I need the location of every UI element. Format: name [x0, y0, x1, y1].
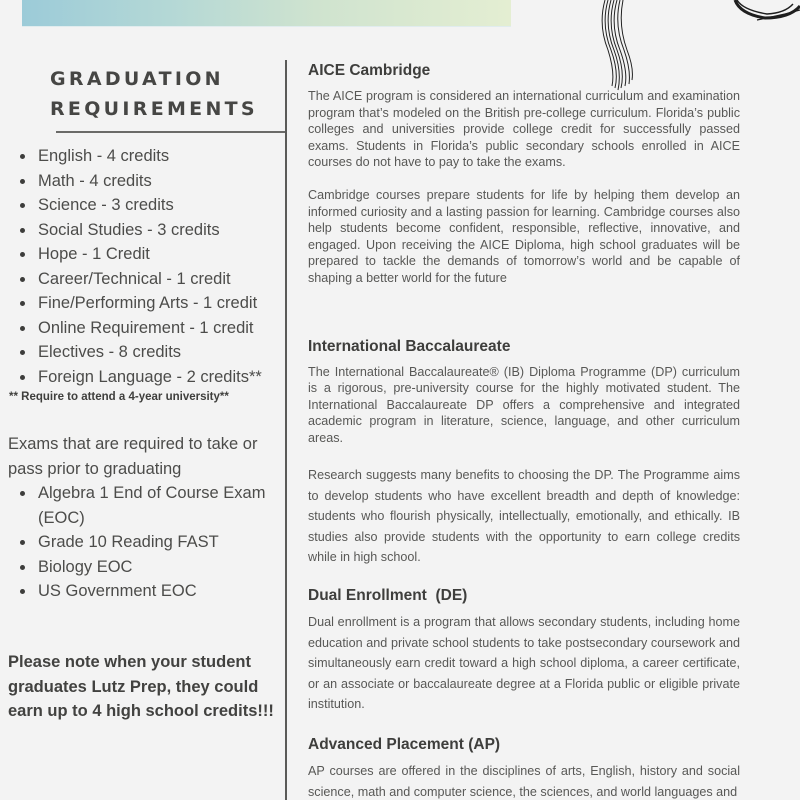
requirement-item: Electives - 8 credits [18, 340, 262, 365]
university-requirement-note: ** Require to attend a 4-year university** [9, 391, 229, 403]
exam-item: Algebra 1 End of Course Exam (EOC) [18, 481, 280, 530]
exams-intro: Exams that are required to take or pass prior to graduating [8, 435, 258, 478]
requirement-item: Hope - 1 Credit [18, 242, 262, 267]
section-advanced-placement [308, 733, 740, 800]
section-dual-enrollment [308, 584, 740, 715]
requirement-item: English - 4 credits [18, 144, 262, 169]
requirement-item: Career/Technical - 1 credit [18, 267, 262, 292]
graduation-requirements-title [50, 64, 258, 124]
requirement-item: Science - 3 credits [18, 193, 262, 218]
section-ib [308, 335, 740, 568]
section-heading: AICE Cambridge [308, 62, 431, 79]
section-paragraph: AP courses are offered in the disciplines of arts, English, history and social science, math and computer science, the sciences, and world languages and [308, 764, 740, 799]
section-aice [308, 59, 740, 287]
requirement-item: Math - 4 credits [18, 169, 262, 194]
exam-item: Biology EOC [18, 555, 280, 580]
title-line-2: REQUIREMENTS [50, 98, 258, 120]
exam-item: Grade 10 Reading FAST [18, 530, 280, 555]
column-divider [285, 60, 287, 800]
section-paragraph: Dual enrollment is a program that allows secondary students, including home education and private school students to take postsecondary coursework and simultaneously earn credit toward a high school diploma, a career certificate, or an associate or baccalaureate degree at a Florida public or eligible private institution. [308, 615, 740, 711]
header-gradient-banner-main [22, 0, 511, 27]
title-line-1: GRADUATION [50, 68, 224, 90]
requirement-item: Online Requirement - 1 credit [18, 316, 262, 341]
requirement-item: Fine/Performing Arts - 1 credit [18, 291, 262, 316]
section-paragraph: Cambridge courses prepare students for life by helping them develop an informed curiosity and a lasting passion for learning. Cambridge courses also help students become confident, responsible, reflective, innovative, and engaged. Upon receiving the AICE Diploma, high school graduates will be prepared to tackle the demands of tomorrow’s world and be capable of shaping a better world for the future [308, 187, 740, 285]
requirement-item: Foreign Language - 2 credits** [18, 365, 262, 390]
title-underline [56, 131, 285, 133]
requirements-list [18, 144, 262, 389]
section-paragraph: The AICE program is considered an international curriculum and examination program that’s modeled on the British pre-college curriculum. Florida’s public colleges and universities provide college credit for successfully passed exams. Students in Florida’s public secondary schools enrolled in AICE courses do not have to pay to take the exams. [308, 89, 740, 170]
requirement-item: Social Studies - 3 credits [18, 218, 262, 243]
section-heading: International Baccalaureate [308, 338, 511, 355]
credits-note: Please note when your student graduates Lutz Prep, they could earn up to 4 high school credits!!! [8, 653, 274, 720]
exams-list [18, 481, 280, 604]
exam-item: US Government EOC [18, 579, 280, 604]
section-heading: Dual Enrollment (DE) [308, 587, 468, 604]
section-paragraph: The International Baccalaureate® (IB) Diploma Programme (DP) curriculum is a rigorous, pre-university course for the highly motivated student. The International Baccalaureate DP offers a comprehensive and integrated academic program in literature, science, language, and other curriculum areas. [308, 365, 740, 445]
section-heading: Advanced Placement (AP) [308, 736, 501, 753]
section-paragraph: Research suggests many benefits to choosing the DP. The Programme aims to develop students who have excellent breadth and depth of knowledge: students who flourish physically, intellectually, emotionally, and ethically. IB studies also provide students with the opportunity to earn college credits while in high school. [308, 468, 740, 565]
